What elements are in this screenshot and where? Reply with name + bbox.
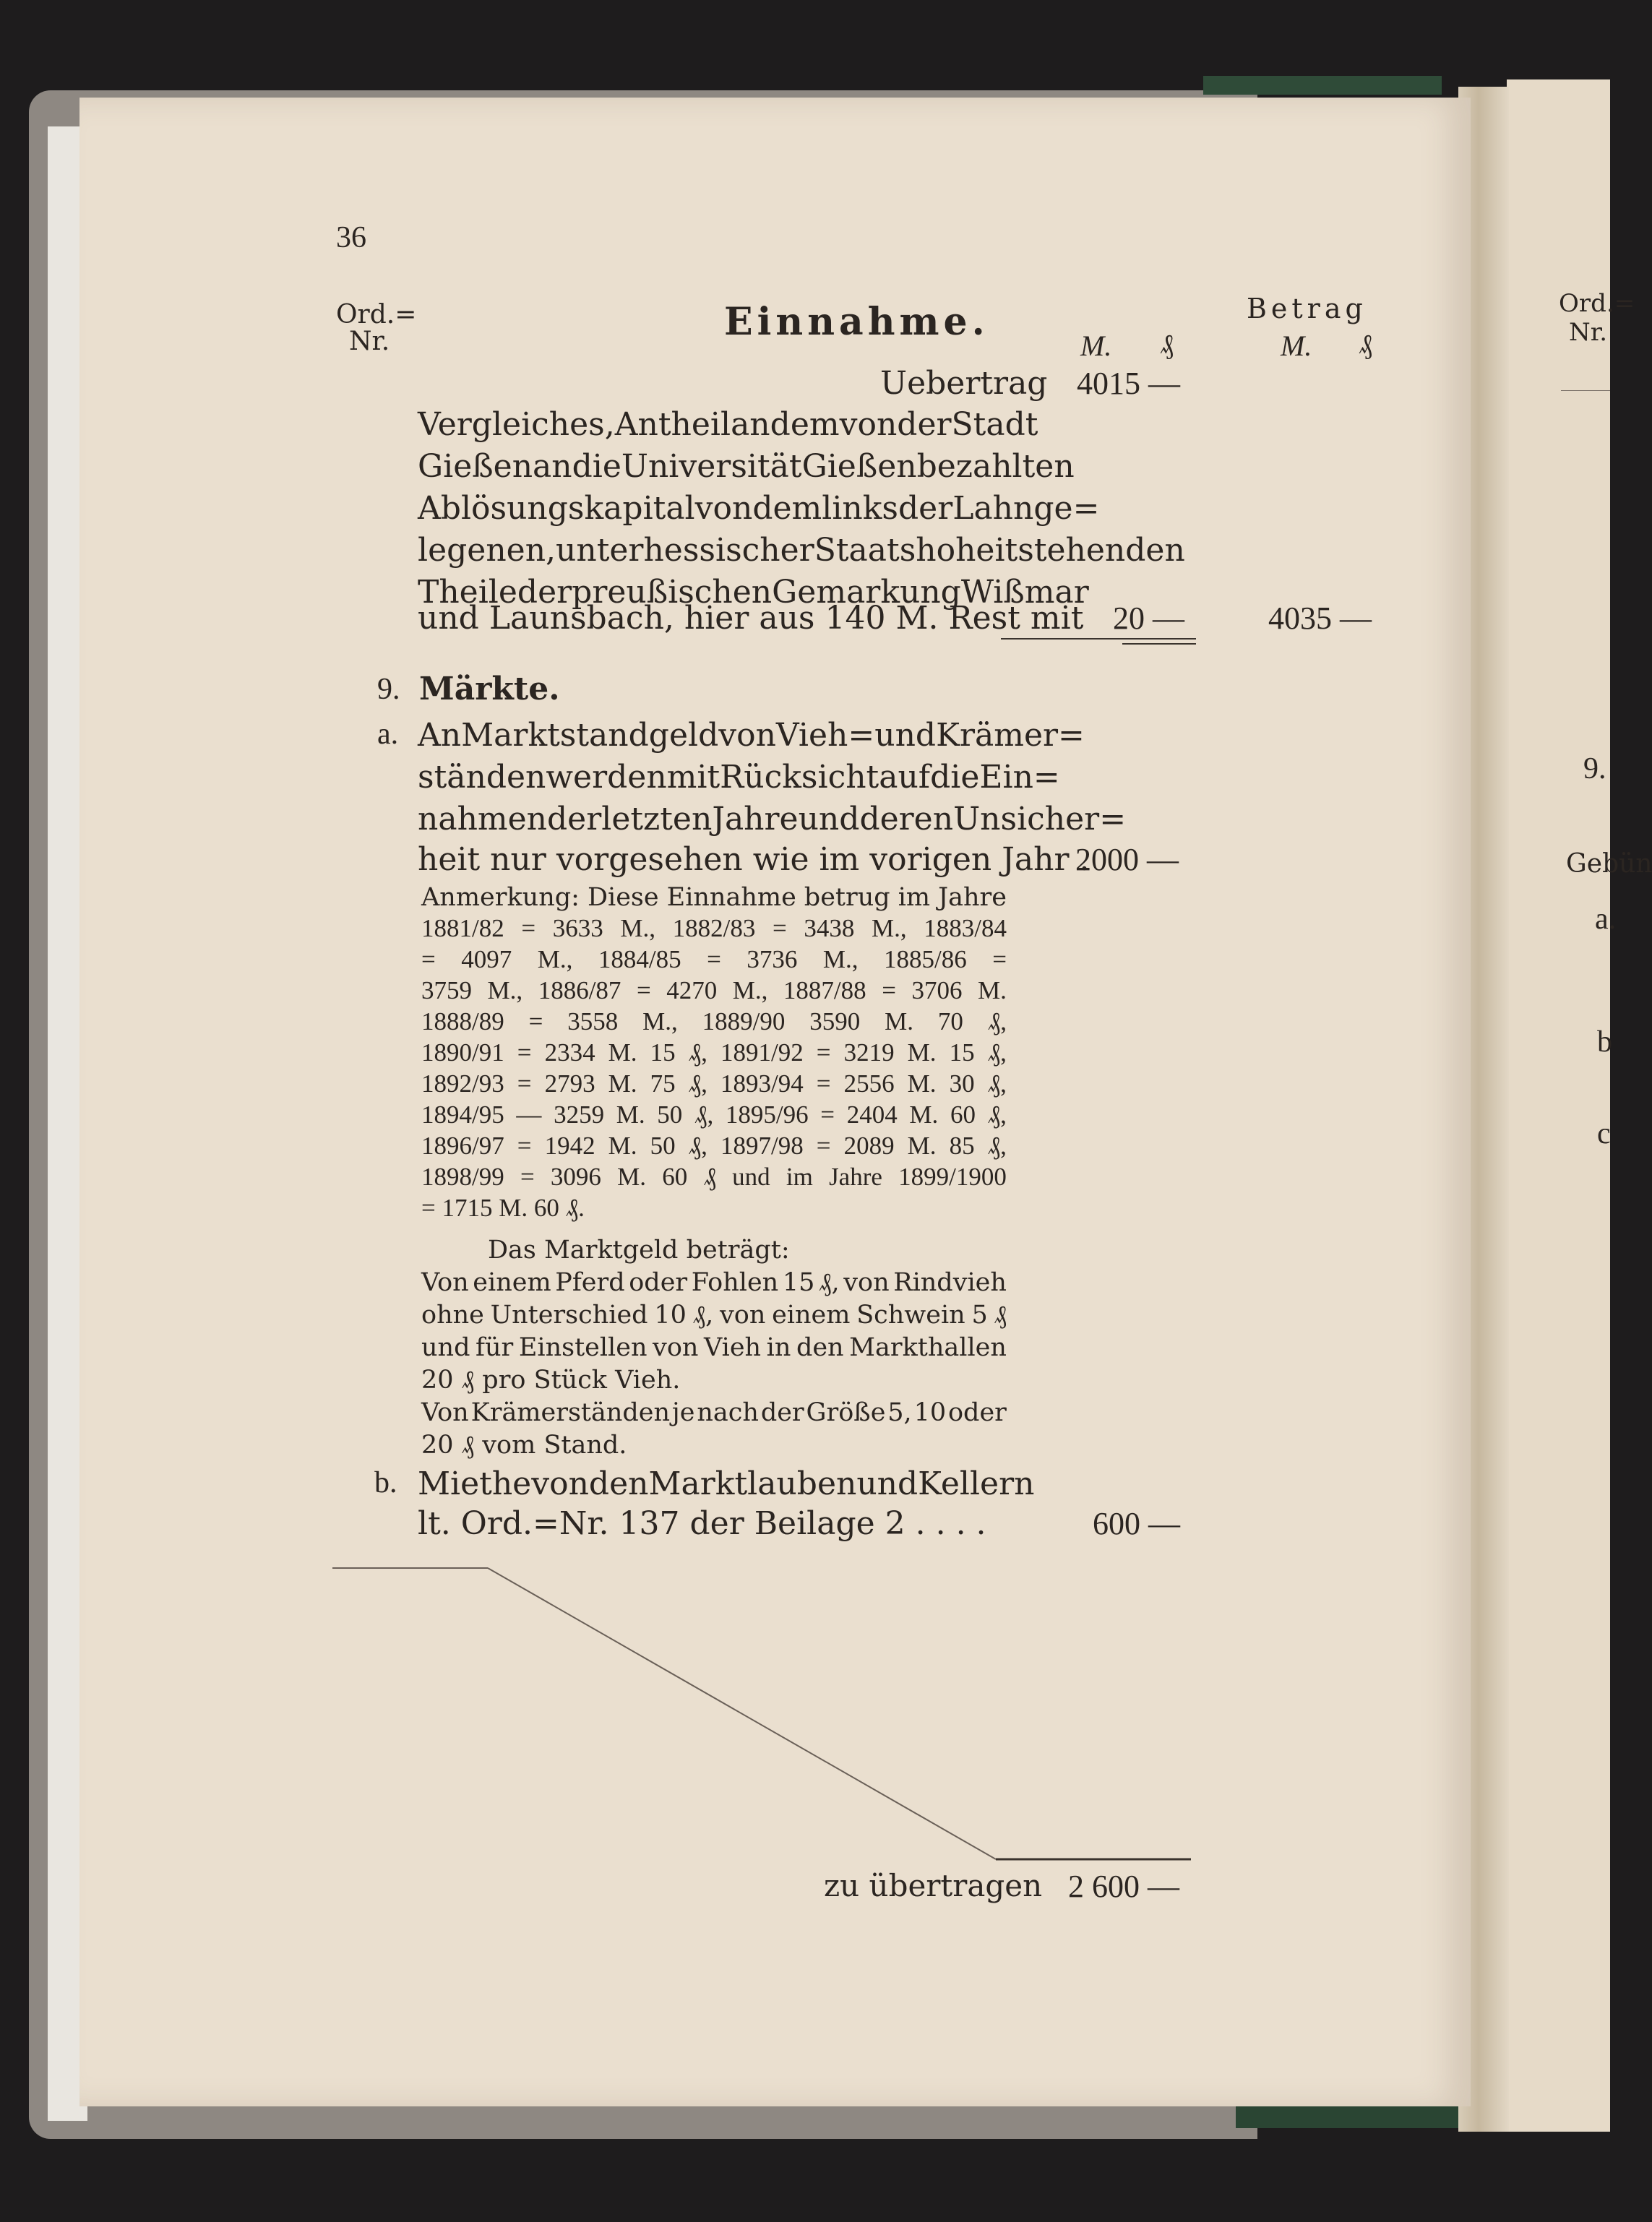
- footer-amount: 2 600 —: [1068, 1869, 1179, 1904]
- vergleich-line-4: legenen, unter hessischer Staatshoheit stehenden: [418, 532, 1185, 569]
- fee-line-3: und für Einstellen von Vieh in den Markthallen: [421, 1333, 1007, 1362]
- right-fragment-heading: Gebün: [1566, 849, 1652, 879]
- carryover-amount: 4015 —: [1077, 366, 1180, 401]
- fee-line-6: 20 ₰ vom Stand.: [421, 1431, 627, 1460]
- fee-line-5: Von Krämerständen je nach der Größe 5, 10 oder: [421, 1398, 1007, 1427]
- pfennig-column-header-1: ₰: [1160, 330, 1174, 360]
- vergleich-line-1: Vergleiches, Antheil an dem von der Stadt: [418, 406, 1038, 443]
- page-title: Einnahme.: [724, 300, 989, 344]
- right-fragment-b: b: [1597, 1025, 1612, 1059]
- vergleich-total: 4035 —: [1268, 600, 1372, 636]
- note-line-10: 1898/99 = 3096 M. 60 ₰ und im Jahre 1899/1900: [421, 1163, 1007, 1191]
- section-number: 9.: [377, 673, 400, 706]
- vergleich-amount: 20 —: [1113, 600, 1184, 636]
- item-b-line-2: lt. Ord.=Nr. 137 der Beilage 2 . . . .: [418, 1505, 986, 1542]
- ord-nr-label-1: Ord.=: [336, 300, 417, 330]
- item-a-line-1: An Marktstandgeld von Vieh= und Krämer=: [418, 717, 1085, 754]
- vergleich-line-6: und Launsbach, hier aus 140 M. Rest mit: [418, 600, 1084, 637]
- item-b-line-1: Miethe von den Marktlauben und Kellern: [418, 1465, 1035, 1502]
- mark-column-header-2: M.: [1281, 330, 1312, 362]
- footer-label: zu übertragen: [824, 1868, 1043, 1903]
- vergleich-line-3: Ablösungskapital von dem links der Lahn ge=: [418, 490, 1100, 527]
- note-line-8: 1894/95 — 3259 M. 50 ₰, 1895/96 = 2404 M. 60 ₰,: [421, 1101, 1007, 1129]
- carryover-label: Uebertrag: [880, 365, 1048, 402]
- vergleich-line-5: Theile der preußischen Gemarkung Wißmar: [418, 574, 1089, 611]
- mark-column-header-1: M.: [1080, 330, 1112, 362]
- right-ord-label: Ord.=: [1559, 289, 1635, 318]
- note-line-9: 1896/97 = 1942 M. 50 ₰, 1897/98 = 2089 M. 85 ₰,: [421, 1132, 1007, 1160]
- right-fragment-a: a.: [1595, 903, 1617, 936]
- item-b-amount: 600 —: [1093, 1506, 1180, 1541]
- note-line-11: = 1715 M. 60 ₰.: [421, 1194, 585, 1222]
- pfennig-column-header-2: ₰: [1359, 330, 1372, 360]
- fee-line-4: 20 ₰ pro Stück Vieh.: [421, 1366, 681, 1395]
- section-heading: Märkte.: [419, 671, 560, 707]
- right-nr-label: Nr.: [1569, 318, 1608, 347]
- note-line-7: 1892/93 = 2793 M. 75 ₰, 1893/94 = 2556 M. 30 ₰,: [421, 1069, 1007, 1098]
- page-number: 36: [336, 221, 366, 254]
- item-b-label: b.: [374, 1466, 397, 1499]
- vergleich-line-2: Gießen an die Universität Gießen bezahlten: [418, 448, 1075, 485]
- item-a-label: a.: [377, 718, 399, 751]
- right-fragment-c: c: [1597, 1117, 1611, 1150]
- item-a-line-4: heit nur vorgesehen wie im vorigen Jahr .: [418, 841, 1090, 878]
- fee-line-2: ohne Unterschied 10 ₰, von einem Schwein 5 ₰: [421, 1301, 1007, 1330]
- item-a-line-3: nahmen der letzten Jahre und deren Unsicher=: [418, 801, 1127, 837]
- fee-line-1: Von einem Pferd oder Fohlen 15 ₰, von Rindvieh: [421, 1268, 1007, 1297]
- note-line-6: 1890/91 = 2334 M. 15 ₰, 1891/92 = 3219 M. 15 ₰,: [421, 1038, 1007, 1067]
- item-a-amount: 2000 —: [1075, 842, 1179, 877]
- ord-nr-label-2: Nr.: [349, 327, 390, 356]
- note-line-1: Anmerkung: Diese Einnahme betrug im Jahre: [421, 883, 1007, 912]
- betrag-header: Betrag: [1247, 293, 1367, 324]
- note-line-4: 3759 M., 1886/87 = 4270 M., 1887/88 = 3706 M.: [421, 976, 1007, 1004]
- item-a-line-2: ständen werden mit Rücksicht auf die Ein=: [418, 759, 1060, 796]
- fee-heading: Das Marktgeld beträgt:: [488, 1236, 790, 1265]
- right-section-number: 9.: [1583, 752, 1606, 785]
- note-line-3: = 4097 M., 1884/85 = 3736 M., 1885/86 =: [421, 945, 1007, 973]
- note-line-5: 1888/89 = 3558 M., 1889/90 3590 M. 70 ₰,: [421, 1007, 1007, 1035]
- note-line-2: 1881/82 = 3633 M., 1882/83 = 3438 M., 1883/84: [421, 914, 1007, 942]
